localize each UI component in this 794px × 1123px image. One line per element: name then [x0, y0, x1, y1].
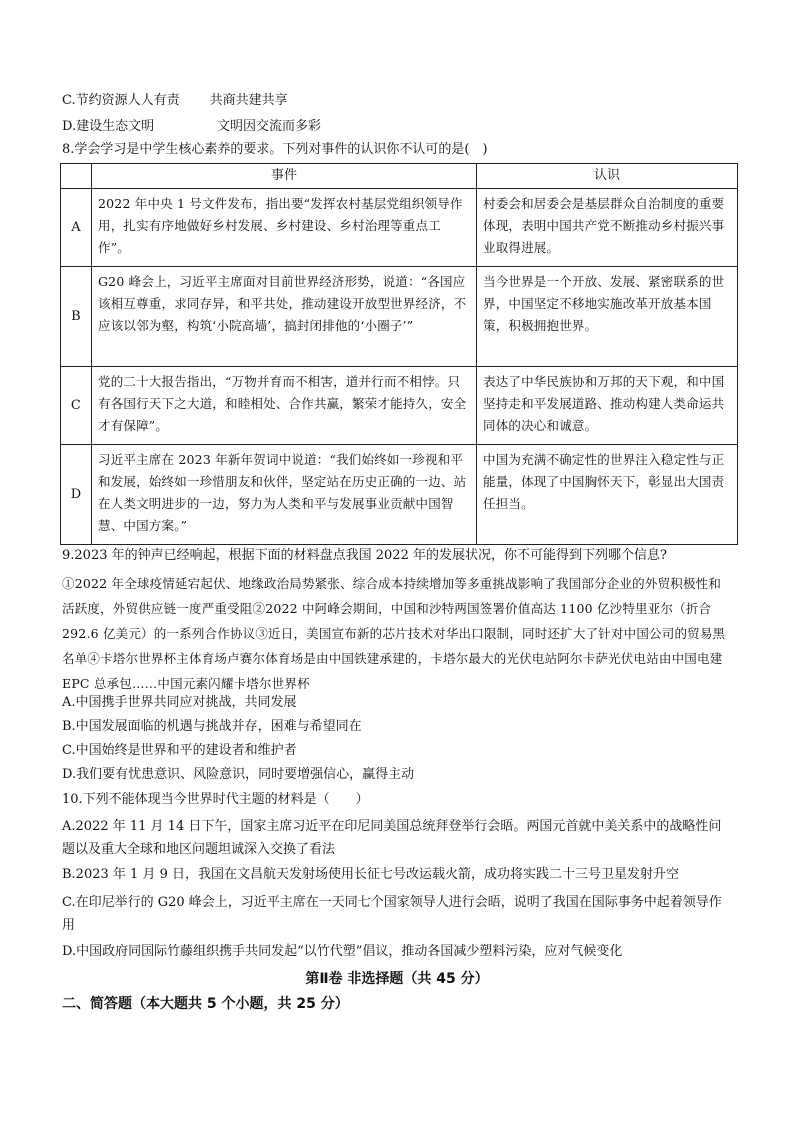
row-option-label: C [61, 367, 92, 445]
q9-option-d: D.我们要有忧患意识、风险意识，同时要增强信心，赢得主动 [62, 767, 415, 782]
q7-option-c [62, 92, 288, 110]
table-header-row [61, 164, 738, 189]
row-event-text: 习近平主席在 2023 年新年贺词中说道：“我们始终如一珍视和平和发展，始终如一珍惜朋友和伙伴，坚定站在历史正确的一边、站在人类文明进步的一边，努力为人类和平与发展事业贡献中国智慧、中国方案。” [92, 445, 477, 545]
q7-option-d-left: D.建设生态文明 [62, 119, 155, 134]
q8-event-table [60, 163, 738, 545]
table-row [61, 445, 738, 545]
q10-option-b: B.2023 年 1 月 9 日，我国在文昌航天发射场使用长征七号改运载火箭，成功将实践二十三号卫星发射升空 [62, 867, 679, 882]
table-row [61, 189, 738, 267]
q9-stem: 9.2023 年的钟声已经响起，根据下面的材料盘点我国 2022 年的发展状况，你不可能得到下列哪个信息? [62, 548, 667, 563]
part2-title: 第Ⅱ卷 非选择题（共 45 分） [305, 971, 489, 987]
q9-option-c: C.中国始终是世界和平的建设者和维护者 [62, 743, 297, 758]
q8-stem: 8.学会学习是中学生核心素养的要求。下列对事件的认识你不认可的是( ) [62, 142, 488, 157]
table-header-event: 事件 [92, 164, 477, 189]
row-option-label: B [61, 267, 92, 367]
row-event-text: 党的二十大报告指出，“万物并育而不相害，道并行而不相悖。只有各国行天下之大道，和睦相处、合作共赢，繁荣才能持久，安全才有保障”。 [92, 367, 477, 445]
table-header-view: 认识 [477, 164, 738, 189]
table-row [61, 267, 738, 367]
row-event-text: 2022 年中央 1 号文件发布，指出要“发挥农村基层党组织领导作用，扎实有序地做好乡村发展、乡村建设、乡村治理等重点工作”。 [92, 189, 477, 267]
row-option-label: A [61, 189, 92, 267]
q9-option-b: B.中国发展面临的机遇与挑战并存，困难与希望同在 [62, 719, 362, 734]
row-view-text: 村委会和居委会是基层群众自治制度的重要体现，表明中国共产党不断推动乡村振兴事业取得进展。 [477, 189, 738, 267]
table-header-blank [61, 164, 92, 189]
q10-option-a: A.2022 年 11 月 14 日下午，国家主席习近平在印尼同美国总统拜登举行会晤。两国元首就中美关系中的战略性问题以及重大全球和地区问题坦诚深入交换了看法 [62, 819, 722, 857]
part2-section-heading: 二、简答题（本大题共 5 个小题，共 25 分） [62, 996, 349, 1012]
q7-option-c-left: C.节约资源人人有责 [62, 93, 180, 108]
q10-stem: 10.下列不能体现当今世界时代主题的材料是（ ） [62, 792, 369, 807]
row-event-text: G20 峰会上，习近平主席面对目前世界经济形势，说道：“各国应该相互尊重，求同存异，和平共处，推动建设开放型世界经济，不应该以邻为壑，构筑‘小院高墙’，搞封闭排他的‘小圈子’” [92, 267, 477, 367]
row-view-text: 当今世界是一个开放、发展、紧密联系的世界，中国坚定不移地实施改革开放基本国策，积极拥抱世界。 [477, 267, 738, 367]
row-view-text: 表达了中华民族协和万邦的天下观，和中国坚持走和平发展道路、推动构建人类命运共同体的决心和诚意。 [477, 367, 738, 445]
q10-option-d: D.中国政府同国际竹藤组织携手共同发起“以竹代塑”倡议，推动各国减少塑料污染，应对气候变化 [62, 944, 623, 959]
q10-option-c: C.在印尼举行的 G20 峰会上，习近平主席在一天同七个国家领导人进行会晤，说明了我国在国际事务中起着领导作用 [62, 895, 722, 933]
q9-material: ①2022 年全球疫情延宕起伏、地缘政治局势紧张、综合成本持续增加等多重挑战影响了我国部分企业的外贸积极性和活跃度，外贸供应链一度严重受阻②2022 中阿峰会期间，中国和沙特两国签署价值高达 1100 亿沙特里亚尔（折合 292.6 亿美元）的一系列合作协议③近日，美国宣布新的芯片技术对华出口限制，同时还扩大了针对中国公司的贸易黑名单④卡塔尔世界杯主体育场卢赛尔体育场是由中国铁建承建的，卡塔尔最大的光伏电站阿尔卡萨光伏电站由中国电建 EPC 总承包……中国元素闪耀卡塔尔世界杯 [62, 576, 726, 691]
table-row [61, 367, 738, 445]
row-view-text: 中国为充满不确定性的世界注入稳定性与正能量，体现了中国胸怀天下，彰显出大国责任担当。 [477, 445, 738, 545]
q7-option-d-right: 文明因交流而多彩 [217, 119, 322, 134]
q7-option-c-right: 共商共建共享 [209, 93, 288, 108]
row-option-label: D [61, 445, 92, 545]
q9-option-a: A.中国携手世界共同应对挑战，共同发展 [62, 695, 297, 710]
q7-option-d [62, 118, 321, 136]
